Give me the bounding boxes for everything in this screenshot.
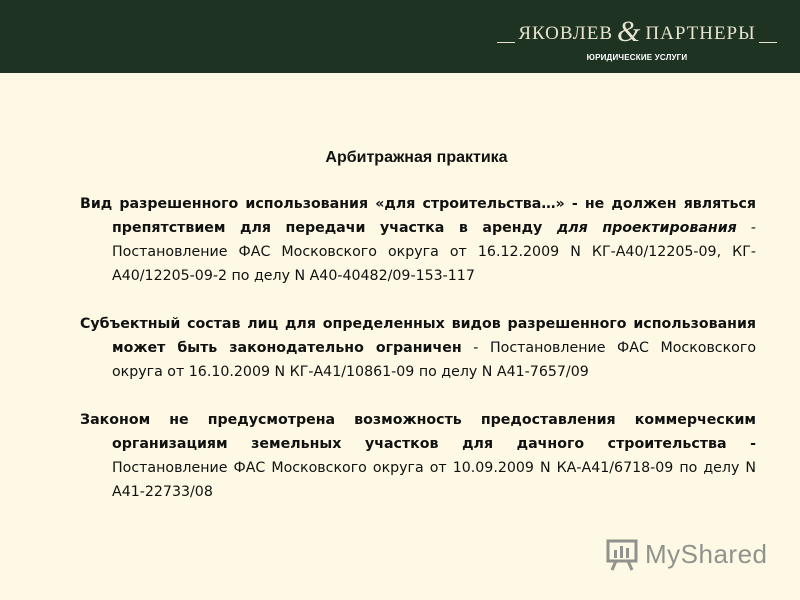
watermark xyxy=(605,536,770,572)
logo-dash-right xyxy=(759,42,777,43)
case-list xyxy=(80,192,756,528)
slide-title: Арбитражная практика xyxy=(325,149,508,166)
case-citation: Постановление ФАС Московского округа от 10.09.2009 N КА-А41/6718-09 по делу N А41-22733/08 xyxy=(112,460,756,500)
logo-subtitle: ЮРИДИЧЕСКИЕ УСЛУГИ xyxy=(586,53,688,62)
logo-ampersand: & xyxy=(617,15,642,48)
logo-dash-left xyxy=(497,42,515,43)
case-citation: - Постановление ФАС Московского округа от 16.10.2009 N КГ-А41/10861-09 по делу N А41-7657/09 xyxy=(112,340,756,380)
case-emphasis: для проектирования xyxy=(542,220,737,236)
case-item xyxy=(80,312,756,384)
logo-name-right: ПАРТНЕРЫ xyxy=(645,23,756,44)
case-summary: Законом не предусмотрена возможность предоставления коммерческим организациям земельных участков для дачного строительства - xyxy=(80,412,756,452)
case-citation: - Постановление ФАС Московского округа от 16.12.2009 N КГ-А40/12205-09, КГ-А40/12205-09-2 по делу N А40-40482/09-153-117 xyxy=(112,220,756,284)
case-item xyxy=(80,192,756,288)
watermark-text: MyShared xyxy=(645,538,768,569)
case-summary: Вид разрешенного использования «для строительства…» - не должен являться препятствием для передачи участка в аренду xyxy=(80,196,756,236)
case-item xyxy=(80,408,756,504)
presentation-board-icon xyxy=(605,537,639,571)
company-logo xyxy=(492,15,782,68)
header-bar xyxy=(0,0,800,73)
logo-name-left: ЯКОВЛЕВ xyxy=(518,23,614,44)
case-summary: Субъектный состав лиц для определенных видов разрешенного использования может быть законодательно ограничен xyxy=(80,316,756,356)
